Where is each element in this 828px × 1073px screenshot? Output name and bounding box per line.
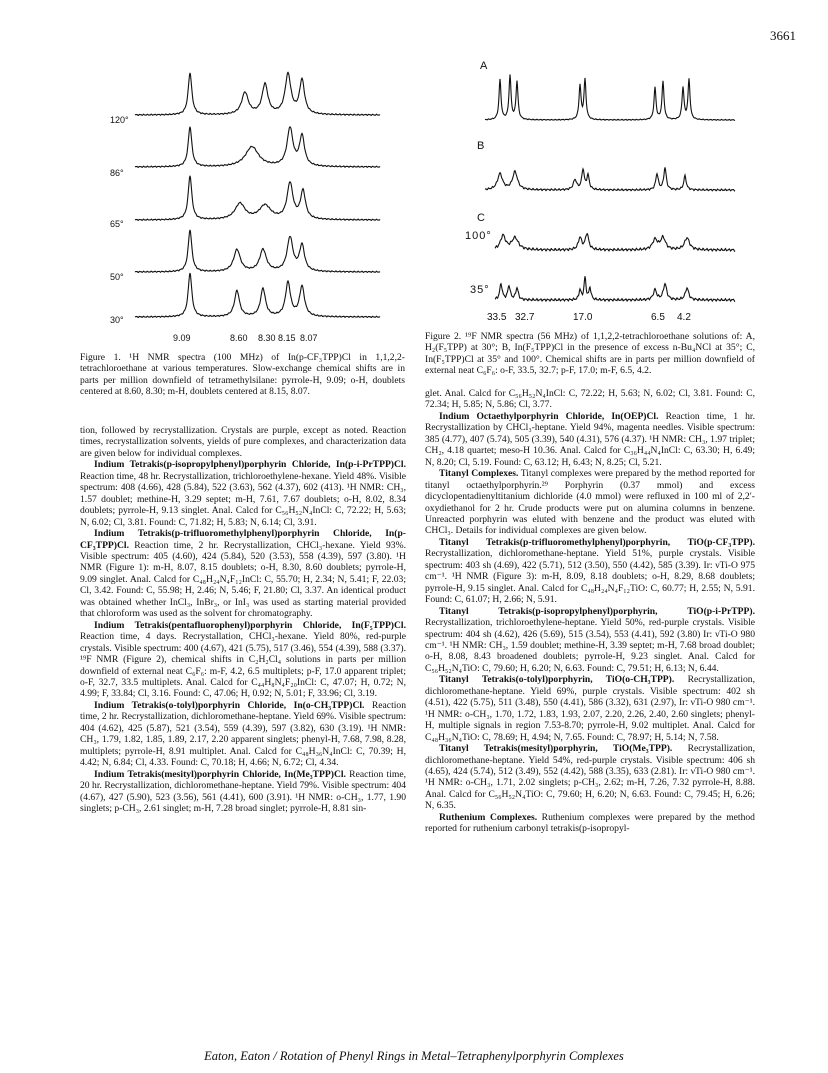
compound-heading: Titanyl Tetrakis(mesityl)porphyrin, TiO(Me₃TPP). [439, 743, 673, 755]
compound-heading: Indium Tetrakis(p-isopropylphenyl)porphyrin Chloride, In(p-i-PrTPP)Cl. [94, 459, 406, 471]
fig1-tick-909: 9.09 [173, 333, 191, 343]
fig2-letter-b: B [477, 140, 485, 152]
compound-heading: Indium Octaethylporphyrin Chloride, In(OEP)Cl. [439, 410, 659, 422]
fig2-tick-170: 17.0 [573, 312, 593, 323]
right-column-paragraph [425, 606, 755, 675]
figure-2-caption: Figure 2. ¹⁹F NMR spectra (56 MHz) of 1,1,2,2-tetrachloroethane solutions of: A, H₂(F₅TPP) at 30°; B, In(F₅TPP)Cl in the presence of excess n-Bu₄NCl at 35°; C, In(F₅TPP)Cl at 35° and 100°. Chemical shifts are in parts per million downfield of external neat C₆F₆: o-F, 33.5, 32.7; p-F, 17.0; m-F, 6.5, 4.2. [425, 331, 755, 377]
paragraph-text: Recrystallization, dichloromethane-heptane. Yield 54%, red-purple crystals. Visible spectrum: 406 sh (4.65), 424 (5.74), 512 (3.49), 552 (4.42), 588 (3.35), 633 (2.81). Ir: νTi-O 980 cm⁻¹. ¹H NMR: o-CH₃, 1.71, 2.02 singlets; p-CH₃, 2.62; m-H, 7.26, 7.32 pyrrole-H, 8.88. Anal. Calcd for C₅₆H₅₂N₄TiO: C, 79.60; H, 6.20; N, 6.63. Found: C, 79.45; H, 6.26; N, 6.35. [425, 743, 755, 812]
fig1-temp-50: 50° [110, 272, 124, 282]
fig2-tick-65: 6.5 [651, 312, 665, 323]
paragraph-text: Recrystallization, dichloromethane-heptane. Yield 69%, purple crystals. Visible spectrum: 402 sh (4.51), 422 (5.75), 511 (3.48), 550 (4.41), 586 (3.32), 631 (2.97), Ir: νTi-O 980 cm⁻¹. ¹H NMR: o-CH₃, 1.70, 1.72, 1.83, 1.93, 2.07, 2.20, 2.26, 2.40, 2.60 singlets; phenyl-H, multiple signals in region 7.53-8.70; pyrrole-H, 9.02 multiplet. Anal. Calcd for C₄₈H₃₆N₄TiO: C, 78.69; H, 4.94; N, 7.65. Found: C, 78.97; H, 5.14; N, 7.58. [425, 674, 755, 743]
compound-heading: Titanyl Tetrakis(o-tolyl)porphyrin, TiO(o-CH₃TPP). [439, 674, 675, 686]
fig1-temp-65: 65° [110, 219, 124, 229]
left-column [80, 425, 406, 814]
fig2-tick-42: 4.2 [677, 312, 691, 323]
right-column [425, 388, 755, 835]
right-column-paragraph [425, 674, 755, 743]
left-column-paragraph [80, 459, 406, 528]
right-column-paragraph [425, 743, 755, 812]
left-column-paragraph [80, 769, 406, 815]
fig1-trace-120 [135, 72, 380, 115]
compound-heading: Ruthenium Complexes. [439, 811, 538, 823]
fig1-temp-86: 86° [110, 168, 124, 178]
fig1-trace-86 [135, 127, 380, 168]
compound-heading: Indium Tetrakis(o-tolyl)porphyrin Chloride, In(o-CH₃TPP)Cl. [94, 699, 365, 711]
paragraph-text: Reaction time, 48 hr. Recrystallization, trichloroethylene-hexane. Yield 48%. Visible spectrum: 408 (4.66), 428 (5.84), 522 (3.63), 562 (4.37), 602 (413). ¹H NMR: CH₃, 1.57 doublet; methine-H, 3.29 septet; m-H, 7.61, 7.67 doublets; o-H, 8.02, 8.34 doublets; pyrrole-H, 9.13 singlet. Anal. Calcd for C₅₆H₅₂N₄InCl: C, 72.22; H, 5.63; N, 6.02; Cl, 3.81. Found: C, 71.82; H, 5.83; N, 6.14; Cl, 3.91. [80, 470, 406, 528]
figure-2 [425, 50, 755, 330]
fig1-trace-30 [135, 273, 380, 317]
fig1-tick-815: 8.15 [278, 333, 296, 343]
paragraph-text: Reaction time, 1 hr. Recrystallization by CHCl₃-heptane. Yield 94%, magenta needles. Visible spectrum: 385 (4.77), 407 (5.74), 505 (3.39), 540 (4.31), 576 (4.37). ¹H NMR: CH₃, 1.97 triplet; CH₂, 4.18 quartet; meso-H 10.36. Anal. Calcd for C₃₆H₄₄N₄InCl: C, 63.30; H, 6.49; N, 8.20; Cl, 5.19. Found: C, 63.12; H, 6.43; N, 8.25; Cl, 5.21. [425, 410, 755, 468]
compound-heading: Titanyl Tetrakis(p-isopropylphenyl)porphyrin, TiO(p-i-PrTPP). [439, 605, 755, 617]
fig1-trace-65 [135, 176, 380, 221]
compound-heading: Indium Tetrakis(mesityl)porphyrin Chloride, In(Me₃TPP)Cl. [94, 768, 346, 780]
figure-1-spectra [80, 55, 400, 345]
compound-heading: Indium Tetrakis(p-trifluoromethylphenyl)porphyrin Chloride, In(p-CF₃TPP)Cl. [80, 528, 406, 551]
paragraph-text: Reaction time, 2 hr. Recrystallization, CHCl₃-hexane. Yield 93%. Visible spectrum: 405 (4.60), 424 (5.84), 520 (3.53), 558 (4.39), 597 (3.80). ¹H NMR (Figure 1): m-H, 8.07, 8.15 doublets; o-H, 8.30, 8.60 doublets; pyrrole-H, 9.09 singlet. Anal. Calcd for C₄₈H₂₄N₄F₁₂InCl: C, 55.70; H, 2.34; N, 5.41; F, 22.03; Cl, 3.42. Found: C, 55.98; H, 2.46; N, 5.46; F, 21.80; Cl, 3.37. An identical product was obtained whether InCl₃, InBr₃, or InI₃ was used as starting material provided that chloroform was used as the solvent for chromatography. [80, 539, 406, 620]
compound-heading: Titanyl Tetrakis(p-trifluoromethylphenyl)porphyrin, TiO(p-CF₃TPP). [439, 536, 755, 548]
fig1-temp-30: 30° [110, 315, 124, 325]
figure-1-caption: Figure 1. ¹H NMR spectra (100 MHz) of In(p-CF₃TPP)Cl in 1,1,2,2-tetrachloroethane at various temperatures. Slow-exchange chemical shifts are in parts per million downfield of tetramethylsilane: pyrrole-H, 9.09; o-H, doublets centered at 8.60, 8.30; m-H, doublets centered at 8.15, 8.07. [80, 352, 405, 398]
right-column-paragraph [425, 812, 755, 835]
paragraph-text: Reaction time, 20 hr. Recrystallization, dichloromethane-heptane. Yield 79%. Visible spectrum: 404 (4.67), 427 (5.90), 523 (3.56), 561 (4.41), 600 (3.91). ¹H NMR: o-CH₃, 1.77, 1.90 singlets; p-CH₃, 2.61 singlet; m-H, 7.28 broad singlet; pyrrole-H, 8.81 sin- [80, 768, 406, 814]
running-footer: Eaton, Eaton / Rotation of Phenyl Rings in Metal–Tetraphenylporphyrin Complexes [204, 1049, 624, 1063]
paragraph-text: glet. Anal. Calcd for C₅₆H₅₂N₄InCl: C, 72.22; H, 5.63; N, 6.02; Cl, 3.81. Found: C, 72.34; H, 5.85; N, 5.86; Cl, 3.77. [425, 388, 755, 411]
left-column-paragraph [80, 528, 406, 620]
paragraph-text: Recrystallization, dichloromethane-heptane. Yield 51%, purple crystals. Visible spectrum: 403 sh (4.69), 422 (5.71), 512 (3.50), 550 (4.42), 585 (3.39). Ir: νTi-O 975 cm⁻¹. ¹H NMR (Figure 3): m-H, 8.09, 8.18 doublets; o-H, 8.29, 8.68 doublets; pyrrole-H, 9.15 singlet. Anal. Calcd for C₄₈H₂₄N₄F₁₂TiO: C, 60.77; H, 2.55; N, 5.91. Found: C, 61.07; H, 2.66; N, 5.91. [425, 548, 755, 606]
right-column-paragraph [425, 468, 755, 537]
fig2-temp-100: 100° [465, 230, 492, 242]
paragraph-text: tion, followed by recrystallization. Crystals are purple, except as noted. Reaction times, recrystallization solvents, yields of pure complexes, and characterization data are given below for individual complexes. [80, 425, 406, 459]
paragraph-text: Reaction time, 4 days. Recrystallation, CHCl₃-hexane. Yield 80%, red-purple crystals. Visible spectrum: 400 (4.67), 421 (5.75), 517 (3.46), 554 (4.39), 588 (3.37). ¹⁹F NMR (Figure 2), chemical shifts in C₂H₂Cl₄ solutions in parts per million downfield of external neat C₆F₆: m-F, 4.2, 6.5 multiplets; p-F, 17.0 apparent triplet; o-F, 32.7, 33.5 multiplets. Anal. Calcd for C₄₄H₈N₄F₂₀InCl: C, 47.07; H, 0.72; N, 4.99; F, 33.84; Cl, 3.16. Found: C, 47.06; H, 0.92; N, 5.01; F, 33.96; Cl, 3.19. [80, 631, 406, 700]
paragraph-text: Recrystallization, trichloroethylene-heptane. Yield 50%, red-purple crystals. Visible spectrum: 404 sh (4.62), 426 (5.69), 515 (3.54), 553 (4.41), 592 (3.80) Ir: νTi-O 980 cm⁻¹. ¹H NMR: CH₃, 1.59 doublet; methine-H, 3.39 septet; m-H, 7.68 broad doublet; o-H, 8.08, 8.43 broadened doublets; pyrrole-H, 9.23 singlet. Anal. Calcd for C₅₆H₅₂N₄TiO: C, 79.60; H, 6.20; N, 6.63. Found: C, 79.51; H, 6.13; N, 6.44. [425, 617, 755, 674]
compound-heading: Titanyl Complexes. [439, 468, 519, 480]
compound-heading: Indium Tetrakis(pentafluorophenyl)porphyrin Chloride, In(F₅TPP)Cl. [94, 619, 406, 631]
paragraph-text: Titanyl complexes were prepared by the method reported for titanyl octaethylporphyrin.²⁹ Porphyrin (0.37 mmol) and excess dicyclopentadienyltitanium dichloride (4.0 mmol) were refluxed in 100 ml of 2,2′-oxydiethanol for 2 hr. Crude products were put on alumina columns in benzene. Unreacted porphyrin was eluted with benzene and the product was eluted with CHCl₃. Details for individual complexes are given below. [425, 468, 755, 537]
fig2-trace-c100 [495, 234, 735, 251]
fig2-tick-327: 32.7 [515, 312, 535, 323]
left-column-paragraph [80, 700, 406, 769]
fig2-letter-c: C [477, 212, 485, 224]
fig2-letter-a: A [480, 60, 488, 72]
fig2-trace-a [485, 74, 735, 120]
fig2-temp-35: 35° [470, 284, 490, 296]
right-column-paragraph [425, 537, 755, 606]
fig1-trace-50 [135, 230, 380, 273]
fig1-tick-807: 8.07 [300, 333, 318, 343]
fig2-trace-b [485, 167, 735, 191]
fig1-tick-830: 8.30 [258, 333, 276, 343]
fig1-temp-120: 120° [110, 115, 129, 125]
figure-1 [80, 55, 400, 345]
right-column-paragraph [425, 388, 755, 411]
left-column-paragraph [80, 425, 406, 459]
fig2-tick-335: 33.5 [487, 312, 507, 323]
fig1-tick-860: 8.60 [230, 333, 248, 343]
page-number: 3661 [770, 28, 796, 43]
paragraph-text: Reaction time, 2 hr. Recrystallization, dichloromethane-heptane. Yield 69%. Visible spectrum: 404 (4.62), 425 (5.87), 521 (3.54), 559 (4.39), 597 (3.82), 630 (3.19). ¹H NMR: CH₃, 1.79, 1.82, 1.85, 1.89, 2.17, 2.20 apparent singlets; phenyl-H, 7.68, 7.98, 8.28, multiplets; pyrrole-H, 8.91 multiplet. Anal. Calcd for C₄₈H₃₆N₄InCl: C, 70.39; H, 4.42; N, 6.84; Cl, 4.33. Found: C, 70.18; H, 4.66; N, 6.72; Cl, 4.34. [80, 699, 406, 769]
right-column-paragraph [425, 411, 755, 468]
left-column-paragraph [80, 620, 406, 700]
paragraph-text: Ruthenium complexes were prepared by the method reported for ruthenium carbonyl tetrakis(p-isopropyl- [425, 811, 755, 835]
fig2-trace-c35 [495, 276, 735, 301]
